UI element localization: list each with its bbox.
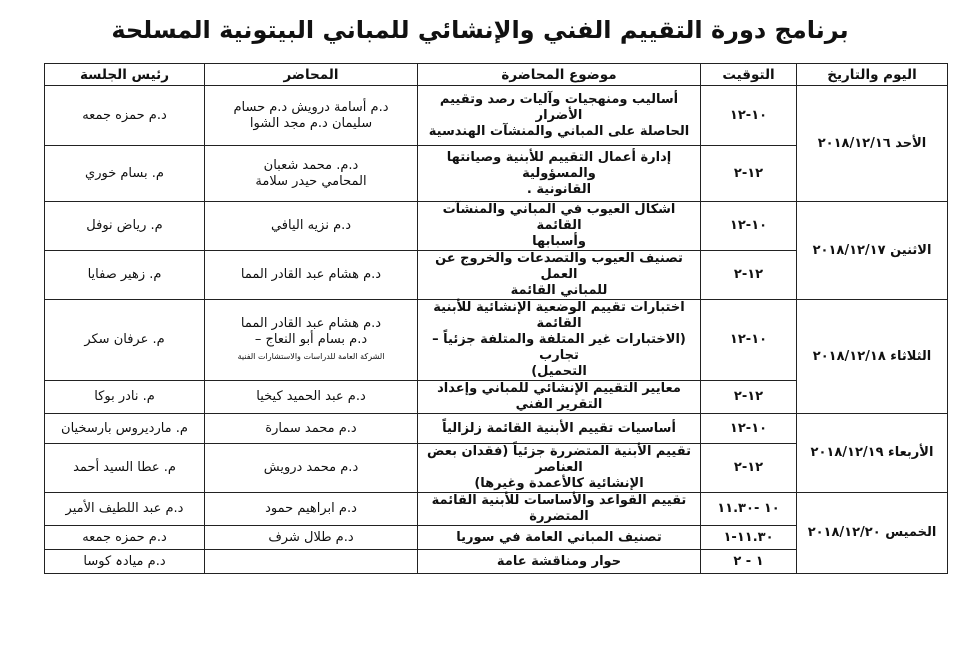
topic-line: وأسبابها <box>532 234 586 249</box>
topic-line: إدارة أعمال التقييم للأبنية وصيانتها والمسؤولية <box>446 149 672 181</box>
day-date-cell: الخميس ٢٠١٨/١٢/٢٠ <box>797 493 948 574</box>
page-title: برنامج دورة التقييم الفني والإنشائي للمباني البيتونية المسلحة <box>111 16 849 44</box>
time-cell: ١ - ٢ <box>701 550 797 574</box>
chair-cell: م. عطا السيد أحمد <box>45 444 205 493</box>
day-date-cell: الأحد ٢٠١٨/١٢/١٦ <box>797 86 948 202</box>
topic-line: اختبارات تقييم الوضعية الإنشائية للأبنية القائمة <box>433 300 685 331</box>
time-cell: ١٠-١٢ <box>701 300 797 381</box>
lecturer-affiliation: الشركة العامة للدراسات والاستشارات الفنية <box>237 352 385 361</box>
topic-line: اشكال العيوب في المباني والمنشآت القائمة <box>442 202 676 233</box>
lecturer-cell <box>205 444 418 493</box>
table-row <box>45 86 948 146</box>
chair-cell: د.م عبد اللطيف الأمير <box>45 493 205 526</box>
chair-cell: د.م ميادہ كوسا <box>45 550 205 574</box>
time-cell: ١١.٣٠-١ <box>701 526 797 550</box>
time-cell: ١٢-٢ <box>701 381 797 414</box>
lecturer-cell <box>205 300 418 381</box>
topic-cell <box>418 300 701 381</box>
chair-cell: د.م حمزه جمعه <box>45 86 205 146</box>
header-chair: رئيس الجلسة <box>45 64 205 86</box>
header-time: التوقيت <box>701 64 797 86</box>
header-topic: موضوع المحاضرة <box>418 64 701 86</box>
chair-cell: م. عرفان سكر <box>45 300 205 381</box>
topic-cell <box>418 550 701 574</box>
lecturer-line: سليمان د.م مجد الشوا <box>249 115 373 131</box>
time-cell: ١٠-١٢ <box>701 86 797 146</box>
topic-cell <box>418 444 701 493</box>
time-cell: ١٠ -١١.٣٠ <box>701 493 797 526</box>
lecturer-cell <box>205 202 418 251</box>
lecturer-line: د.م محمد درويش <box>263 460 359 475</box>
lecturer-line: د.م محمد سمارة <box>265 420 357 436</box>
topic-cell <box>418 146 701 202</box>
lecturer-line: د.م نزيه اليافي <box>270 218 352 233</box>
topic-cell <box>418 381 701 414</box>
lecturer-cell <box>205 550 418 574</box>
topic-line: تقييم القواعد والأساسات للأبنية القائمة المتضررة <box>431 493 687 524</box>
day-date-cell: الثلاثاء ٢٠١٨/١٢/١٨ <box>797 300 948 414</box>
lecturer-cell <box>205 493 418 526</box>
lecturer-line: د.م هشام عبد القادر المما <box>240 267 382 282</box>
lecturer-cell <box>205 86 418 146</box>
table-row <box>45 414 948 444</box>
lecturer-cell <box>205 146 418 202</box>
topic-line: (الاختبارات غير المتلفة والمتلفة جزئياً –تجارب <box>432 332 686 363</box>
table-row <box>45 300 948 381</box>
topic-line: التحميل) <box>531 364 587 379</box>
topic-cell <box>418 526 701 550</box>
lecturer-line: د.م هشام عبد القادر المما <box>240 316 382 331</box>
topic-line: أساسيات تقييم الأبنية القائمة زلزالياً <box>442 420 676 436</box>
header-row <box>45 64 948 86</box>
chair-cell: م. زهير صفايا <box>45 251 205 300</box>
lecturer-cell <box>205 414 418 444</box>
lecturer-line: المحامي حيدر سلامة <box>255 173 367 189</box>
lecturer-line: د.م طلال شرف <box>268 529 354 545</box>
lecturer-cell <box>205 526 418 550</box>
time-cell: ١٢-٢ <box>701 251 797 300</box>
lecturer-line: د.م عبد الحميد كيخيا <box>256 389 366 404</box>
lecturer-line: د.م ابراهيم حمود <box>265 501 357 516</box>
topic-line: حوار ومناقشة عامة <box>496 553 622 569</box>
chair-cell: د.م حمزه جمعه <box>45 526 205 550</box>
topic-cell <box>418 202 701 251</box>
lecturer-line: د.م أسامة درويش د.م حسام <box>233 99 389 115</box>
day-date-cell: الاثنين ٢٠١٨/١٢/١٧ <box>797 202 948 300</box>
chair-cell: م. ماردیروس بارسخیان <box>45 414 205 444</box>
topic-line: تقييم الأبنية المتضررة جزئياً (فقدان بعض العناصر <box>427 444 691 475</box>
header-day-date: اليوم والتاريخ <box>797 64 948 86</box>
topic-cell <box>418 86 701 146</box>
lecturer-line: د.م بسام أبو النعاج – <box>254 332 368 347</box>
chair-cell: م. رياض نوفل <box>45 202 205 251</box>
schedule-body <box>45 86 948 574</box>
lecturer-cell <box>205 381 418 414</box>
time-cell: ١٠-١٢ <box>701 202 797 251</box>
topic-line: تصنيف العيوب والتصدعات والخروج عن العمل <box>435 251 683 282</box>
chair-cell: م. بسام خوري <box>45 146 205 202</box>
time-cell: ١٠-١٢ <box>701 414 797 444</box>
topic-line: معايير التقييم الإنشائي للمباني وإعداد التقرير الفني <box>437 381 681 412</box>
day-date-cell: الأربعاء ٢٠١٨/١٢/١٩ <box>797 414 948 493</box>
topic-line: للمباني القائمة <box>510 283 608 298</box>
lecturer-line: د.م. محمد شعبان <box>263 157 359 173</box>
topic-cell <box>418 251 701 300</box>
time-cell: ١٢-٢ <box>701 146 797 202</box>
header-lecturer: المحاضر <box>205 64 418 86</box>
topic-line: القانونية . <box>526 181 592 197</box>
topic-line: أساليب ومنهجيات وآليات رصد وتقييم الأضرار <box>439 91 679 123</box>
table-row <box>45 202 948 251</box>
lecturer-cell <box>205 251 418 300</box>
topic-cell <box>418 493 701 526</box>
time-cell: ١٢-٢ <box>701 444 797 493</box>
chair-cell: م. نادر بوكا <box>45 381 205 414</box>
topic-line: الحاصلة على المباني والمنشآت الهندسية <box>428 123 690 139</box>
table-row <box>45 493 948 526</box>
topic-cell <box>418 414 701 444</box>
schedule-table <box>44 63 948 574</box>
topic-line: تصنيف المباني العامة في سوريا <box>456 529 662 545</box>
topic-line: الإنشائية كالأعمدة وغيرها) <box>474 476 644 491</box>
